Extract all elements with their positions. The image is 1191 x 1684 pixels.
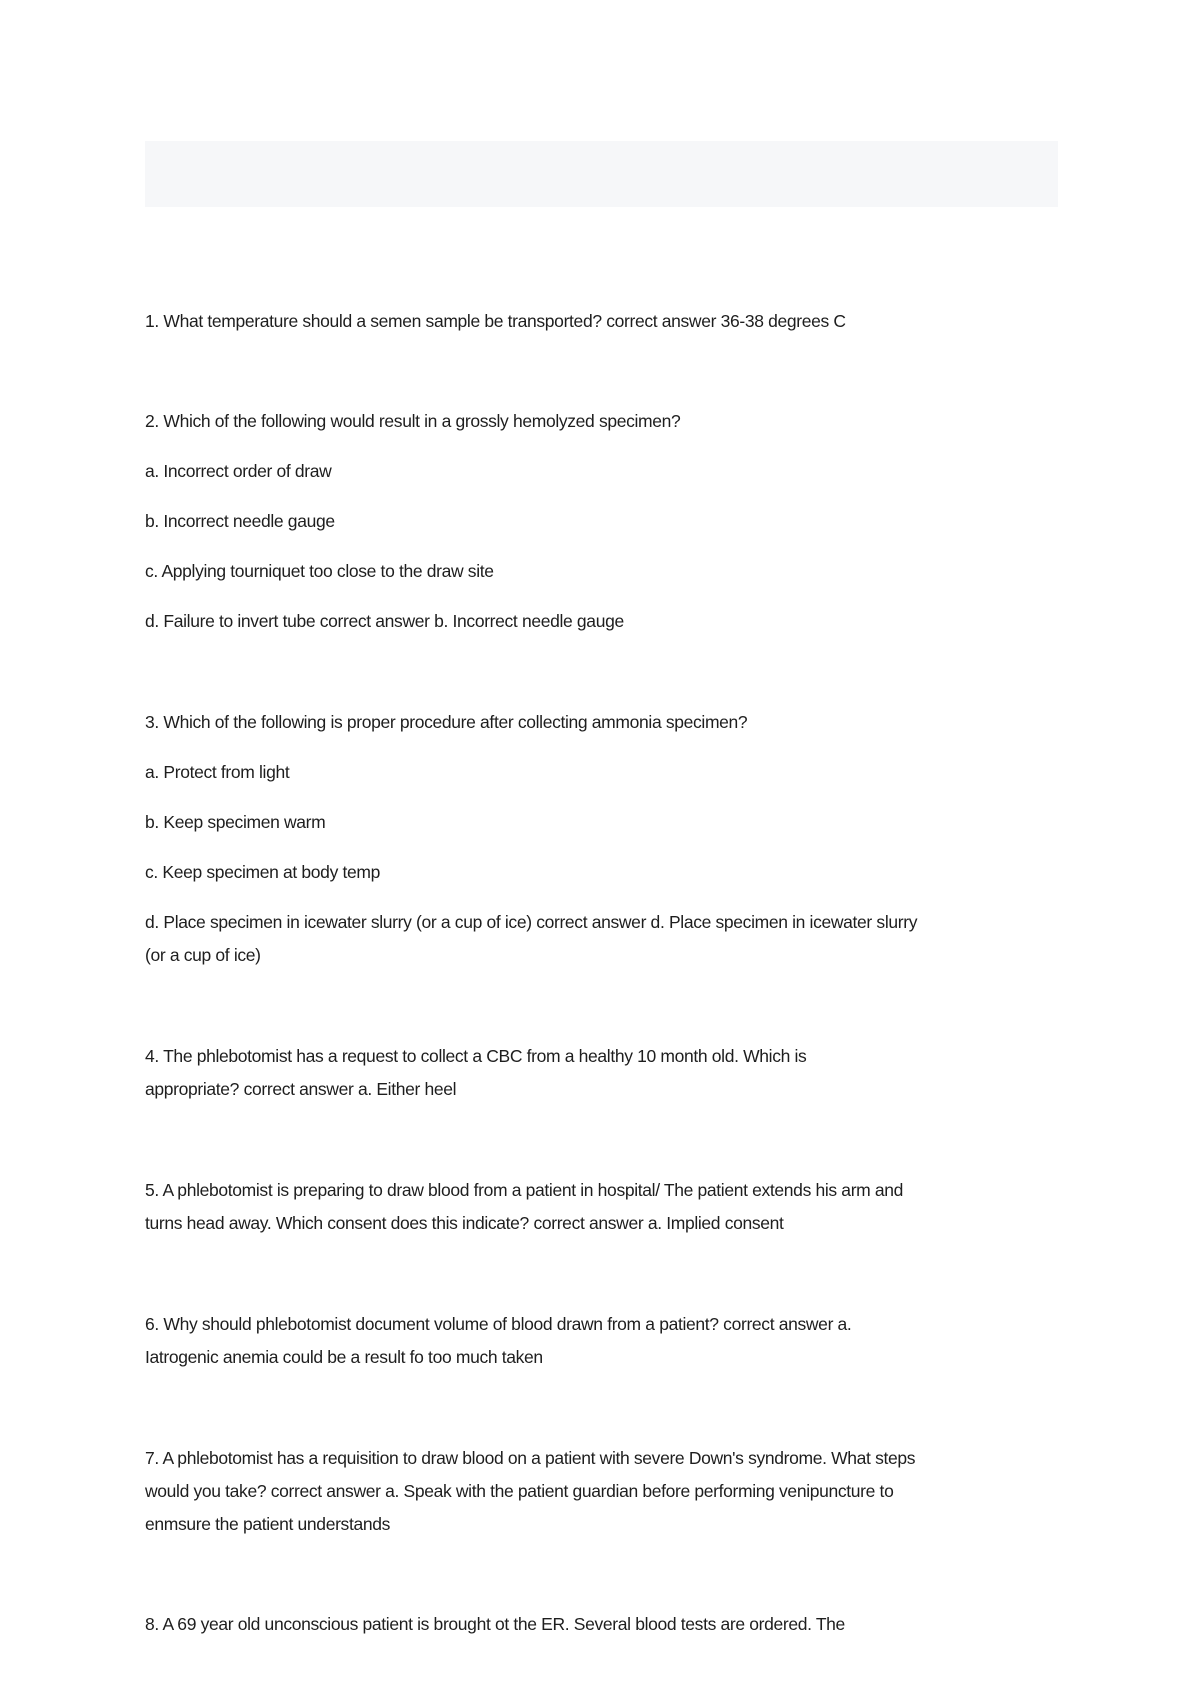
question-2-option-b: b. Incorrect needle gauge — [145, 511, 335, 531]
question-8-text: 8. A 69 year old unconscious patient is brought ot the ER. Several blood tests are ordered. The — [145, 1614, 845, 1634]
question-3-text: 3. Which of the following is proper procedure after collecting ammonia specimen? — [145, 712, 748, 732]
question-1-text: 1. What temperature should a semen sample be transported? correct answer 36-38 degrees C — [145, 311, 846, 331]
question-3-option-b: b. Keep specimen warm — [145, 812, 326, 832]
question-3-option-d-cont: (or a cup of ice) — [145, 945, 261, 965]
question-5-text: 5. A phlebotomist is preparing to draw blood from a patient in hospital/ The patient extends his arm and — [145, 1180, 904, 1200]
header-band — [145, 141, 1058, 207]
question-3-option-a: a. Protect from light — [145, 762, 290, 782]
question-6-text: 6. Why should phlebotomist document volume of blood drawn from a patient? correct answer a. — [145, 1314, 852, 1334]
question-2-text: 2. Which of the following would result in a grossly hemolyzed specimen? — [145, 411, 681, 431]
question-4-text-cont: appropriate? correct answer a. Either heel — [145, 1079, 457, 1099]
question-7-text: 7. A phlebotomist has a requisition to draw blood on a patient with severe Down's syndrome. What steps — [145, 1448, 916, 1468]
question-6-text-cont: Iatrogenic anemia could be a result fo too much taken — [145, 1347, 543, 1367]
question-5-text-cont: turns head away. Which consent does this indicate? correct answer a. Implied consent — [145, 1213, 784, 1233]
question-7-text-cont-1: would you take? correct answer a. Speak with the patient guardian before performing venipuncture to — [145, 1481, 894, 1501]
question-2-option-c: c. Applying tourniquet too close to the draw site — [145, 561, 494, 581]
question-3-option-c: c. Keep specimen at body temp — [145, 862, 380, 882]
question-4-text: 4. The phlebotomist has a request to collect a CBC from a healthy 10 month old. Which is — [145, 1046, 807, 1066]
question-7-text-cont-2: enmsure the patient understands — [145, 1514, 391, 1534]
question-2-option-d: d. Failure to invert tube correct answer b. Incorrect needle gauge — [145, 611, 624, 631]
question-3-option-d: d. Place specimen in icewater slurry (or a cup of ice) correct answer d. Place specimen in icewater slurry — [145, 912, 918, 932]
question-2-option-a: a. Incorrect order of draw — [145, 461, 332, 481]
